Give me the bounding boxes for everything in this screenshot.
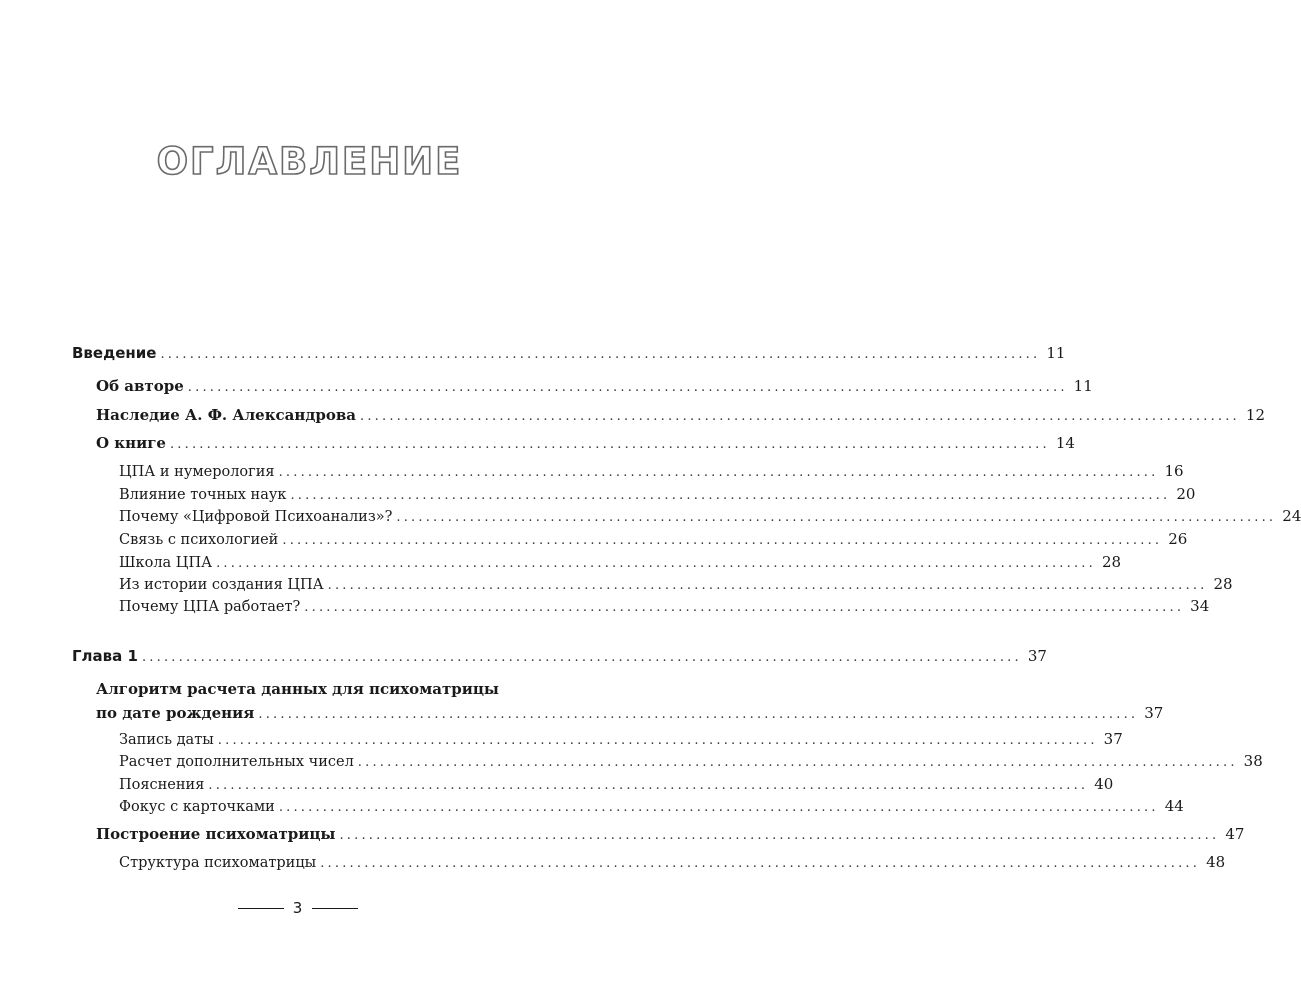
dot-leader: ........................................................................................................................: [396, 510, 1277, 525]
toc-entry-label: Структура психоматрицы: [119, 855, 317, 871]
toc-entry-label: Влияние точных наук: [119, 487, 287, 503]
dot-leader: ........................................................................................................................: [278, 465, 1159, 480]
toc-entry-date-record[interactable]: [119, 727, 1123, 751]
toc-entry-label: Расчет дополнительных чисел: [119, 754, 354, 770]
toc-entry-label: Школа ЦПА: [119, 555, 213, 571]
toc-entry-page: 48: [1206, 853, 1226, 871]
toc-entry-label: Об авторе: [96, 377, 184, 395]
toc-entry-label: по дате рождения: [96, 704, 255, 722]
toc-entry-label: Почему «Цифровой Психоанализ»?: [119, 509, 393, 525]
dot-leader: ........................................................................................................................: [282, 533, 1163, 548]
toc-entry-label: Пояснения: [119, 777, 205, 793]
dot-leader: ........................................................................................................................: [216, 556, 1096, 571]
toc-entry-label: Связь с психологией: [119, 532, 279, 548]
toc-entry-building[interactable]: [96, 822, 1245, 846]
toc-entry-legacy[interactable]: [96, 403, 1265, 427]
dot-leader: ........................................................................................................................: [160, 347, 1041, 362]
page-number: 3: [292, 899, 303, 917]
dot-leader: ........................................................................................................................: [339, 828, 1220, 843]
toc-entry-page: 24: [1282, 507, 1301, 525]
toc-entry-page: 26: [1168, 530, 1188, 548]
toc-entry-label: Построение психоматрицы: [96, 825, 336, 843]
toc-entry-label: Глава 1: [72, 647, 138, 665]
dot-leader: ........................................................................................................................: [258, 707, 1139, 722]
toc-entry-page: 34: [1190, 597, 1210, 615]
page-footer: [0, 896, 619, 920]
toc-entry-page: 11: [1073, 377, 1093, 395]
dot-leader: ........................................................................................................................: [357, 755, 1238, 770]
toc-entry-page: 20: [1176, 485, 1196, 503]
toc-entry-school[interactable]: [119, 550, 1122, 574]
dot-leader: ........................................................................................................................: [360, 409, 1240, 424]
dot-leader: ........................................................................................................................: [217, 733, 1098, 748]
toc-entry-about-book[interactable]: [96, 431, 1075, 455]
toc-entry-page: 28: [1101, 553, 1122, 571]
toc-entry-about-author[interactable]: [96, 374, 1093, 398]
toc-entry-page: 37: [1103, 730, 1123, 748]
toc-entry-cards-trick[interactable]: [119, 794, 1184, 818]
toc-entry-label: Из истории создания ЦПА: [119, 577, 324, 593]
toc-entry-label: Фокус с карточками: [119, 799, 275, 815]
dot-leader: ........................................................................................................................: [327, 578, 1208, 593]
dot-leader: ........................................................................................................................: [304, 600, 1185, 615]
toc-entry-page: 38: [1243, 752, 1263, 770]
toc-entry-page: 12: [1245, 406, 1265, 424]
dot-leader: ........................................................................................................................: [169, 437, 1050, 452]
toc-entry-psychology[interactable]: [119, 527, 1188, 551]
toc-entry-structure[interactable]: [119, 850, 1226, 874]
toc-entry-why-digital[interactable]: [119, 504, 1301, 528]
toc-entry-label: Запись даты: [119, 732, 214, 748]
toc-entry-algorithm[interactable]: [96, 701, 1164, 725]
footer-rule-right: [312, 908, 358, 909]
toc-entry-explanations[interactable]: [119, 772, 1114, 796]
dot-leader: ........................................................................................................................: [278, 800, 1159, 815]
toc-entry-page: 37: [1144, 704, 1164, 722]
dot-leader: ........................................................................................................................: [320, 856, 1201, 871]
dot-leader: ........................................................................................................................: [208, 778, 1089, 793]
dot-leader: ........................................................................................................................: [290, 488, 1171, 503]
toc-entry-history[interactable]: [119, 572, 1233, 596]
toc-entry-page: 14: [1055, 434, 1075, 452]
dot-leader: ........................................................................................................................: [141, 650, 1022, 665]
toc-entry-label: О книге: [96, 434, 166, 452]
toc-entry-page: 11: [1046, 344, 1066, 362]
toc-entry-page: 28: [1213, 575, 1233, 593]
toc-entry-page: 44: [1164, 797, 1184, 815]
page-title: ОГЛАВЛЕНИЕ: [156, 140, 463, 183]
toc-entry-label: Введение: [72, 344, 157, 362]
toc-entry-label: Почему ЦПА работает?: [119, 599, 301, 615]
toc-entry-extra-numbers[interactable]: [119, 749, 1263, 773]
toc-entry-why-works[interactable]: [119, 594, 1210, 618]
toc-entry-page: 16: [1164, 462, 1184, 480]
toc-entry-exact-sciences[interactable]: [119, 482, 1196, 506]
toc-entry-label: Наследие А. Ф. Александрова: [96, 406, 357, 424]
toc-entry-label: ЦПА и нумерология: [119, 464, 275, 480]
toc-entry-chapter-1[interactable]: [72, 644, 1047, 668]
toc-entry-cpa-numerology[interactable]: [119, 459, 1184, 483]
toc-entry-intro[interactable]: [72, 341, 1066, 365]
toc-entry-page: 47: [1225, 825, 1245, 843]
toc-entry-page: 37: [1027, 647, 1047, 665]
toc-entry-algorithm-line1[interactable]: Алгоритм расчета данных для психоматрицы: [96, 680, 499, 698]
dot-leader: ........................................................................................................................: [187, 380, 1068, 395]
toc-entry-page: 40: [1094, 775, 1114, 793]
